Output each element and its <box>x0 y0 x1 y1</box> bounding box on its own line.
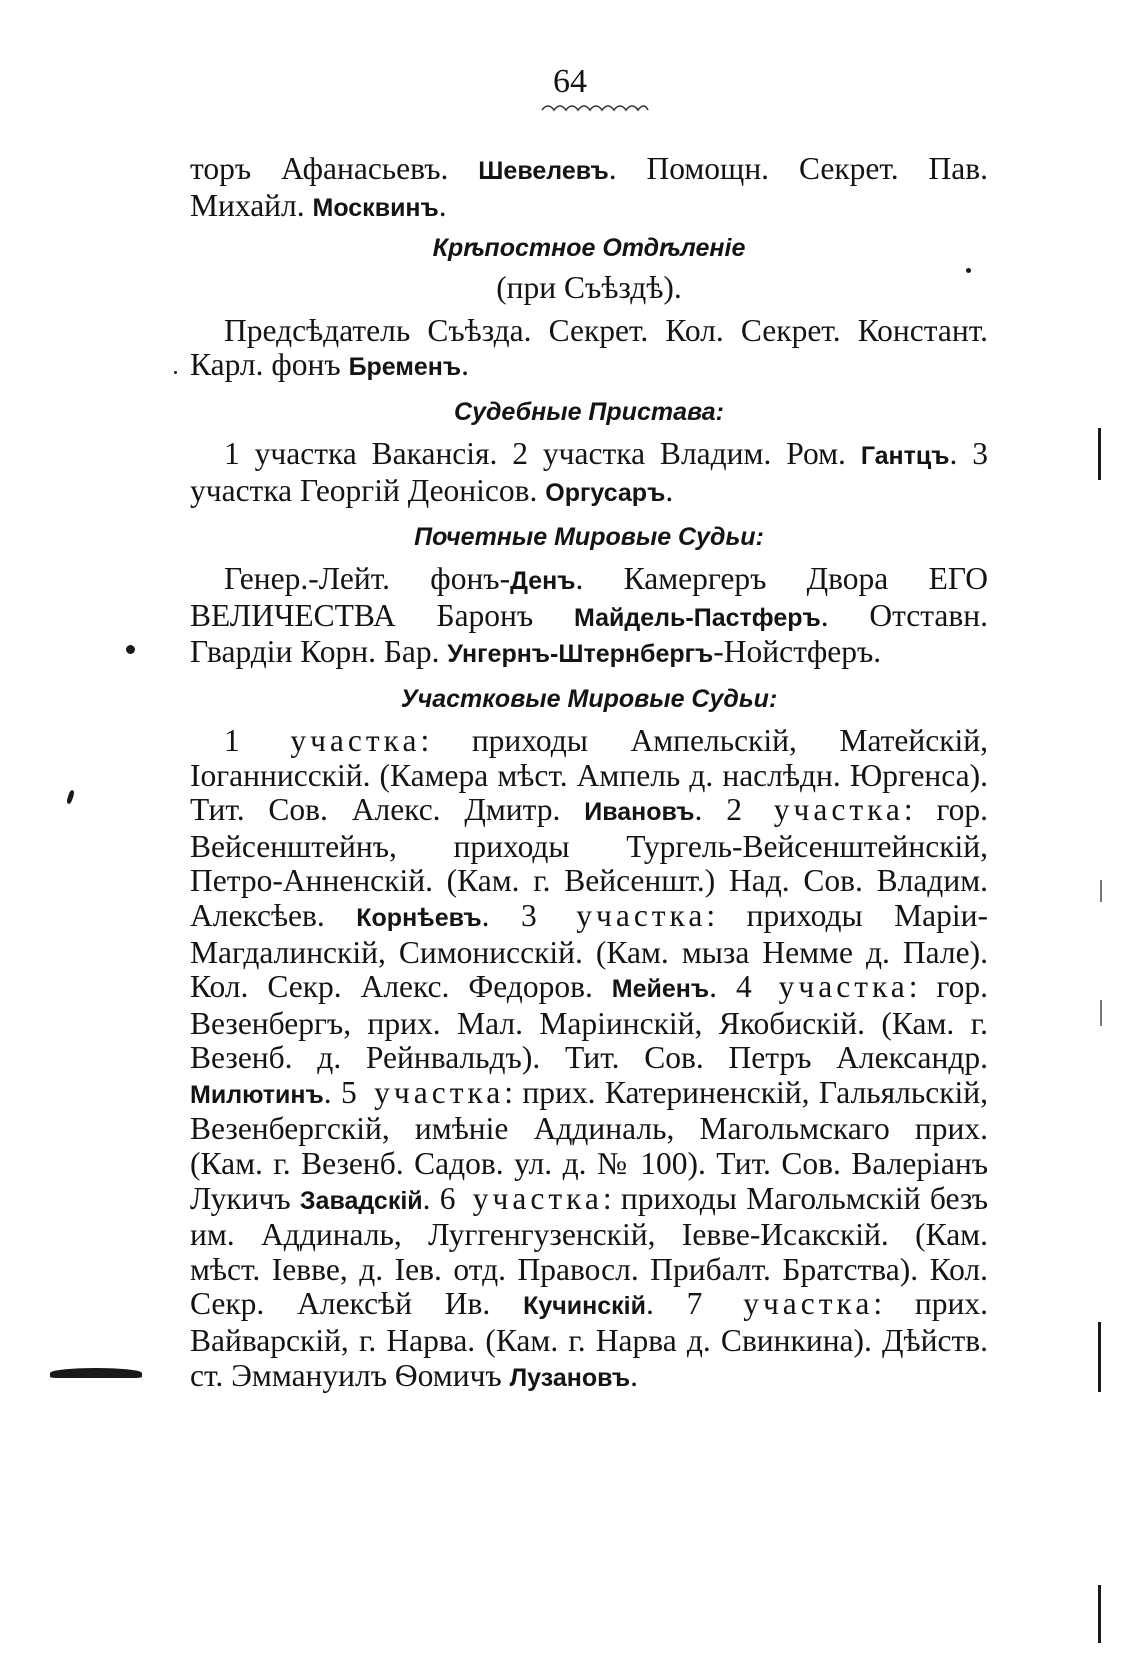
ornament-divider <box>540 100 650 114</box>
fortress-paragraph <box>190 314 988 385</box>
text-run: 1 участка Вакансія. 2 участка Владим. Ром. <box>224 435 861 471</box>
scan-dot <box>966 268 971 273</box>
person-surname: Майдель-Пастферъ <box>574 603 821 632</box>
district-judges-paragraph <box>190 724 988 1395</box>
text-run: : приходы Ампельскій, Матейскій, Іоганнисскій. (Камера мѣст. Ампель д. наслѣдн. Юргенса). Тит. Сов. Алекс. Дмитр. <box>190 722 988 828</box>
text-run: : гор. Вейсенштейнъ, приходы Тургель-Вейсенштейнскій, Петро-Анненскій. (Кам. г. Вейсеншт.) Над. Сов. Владим. Алексѣев. <box>190 792 989 933</box>
district-label: 2 участка <box>726 792 904 828</box>
district-label: 4 участка <box>735 969 909 1005</box>
scan-edge-line <box>1098 1585 1101 1643</box>
intro-paragraph <box>190 152 988 225</box>
person-surname: Завадскій <box>299 1186 423 1215</box>
district-label: 6 участка <box>439 1180 603 1216</box>
text-run: . <box>694 792 727 828</box>
person-surname: Москвинъ <box>312 193 439 222</box>
text-run: . 3 участка Георгій Деонісов. <box>190 435 989 508</box>
person-surname: Милютинъ <box>190 1080 324 1109</box>
honorary-judges-paragraph <box>190 562 988 672</box>
text-run: : прих. Катериненскій, Гальяльскій, Везенбергскій, имѣніе Аддиналь, Магольмскаго прих. (Кам. г. Везенб. Садов. ул. д. № 100). Тит. Сов. Валеріанъ Лукичъ <box>190 1074 988 1216</box>
text-run: . <box>709 969 736 1005</box>
text-run: . <box>481 897 521 933</box>
person-surname: Оргусаръ <box>545 478 666 507</box>
text-run: -Нойстферъ. <box>713 634 882 670</box>
section-heading-honorary-judges: Почетные Мировые Судьи: <box>414 523 764 552</box>
text-run: Генер.-Лейт. фонъ- <box>224 561 511 597</box>
text-run: . <box>646 1286 687 1322</box>
scan-dot <box>66 790 75 805</box>
person-surname: Гантцъ <box>860 441 950 470</box>
text-run: . Отставн. Гвардіи Корн. Бар. <box>190 597 989 670</box>
district-label: 7 участка <box>686 1286 874 1322</box>
text-column <box>190 152 988 1395</box>
scan-smudge <box>50 1368 142 1378</box>
person-surname: Денъ <box>510 567 576 596</box>
person-surname: Ивановъ <box>584 798 695 827</box>
district-label: 3 участка <box>521 897 707 933</box>
page-number: 64 <box>553 63 587 100</box>
bailiffs-paragraph <box>190 437 988 510</box>
person-surname: Мейенъ <box>611 975 710 1004</box>
person-surname: Унгернъ-Штернбергъ <box>447 640 714 669</box>
person-surname: Бременъ <box>348 353 462 382</box>
section-heading-fortress: Крѣпостное Отдѣленіе <box>432 234 746 263</box>
text-run: . <box>630 1357 638 1393</box>
text-run: . Камергеръ Двора ЕГО ВЕЛИЧЕСТВА Баронъ <box>190 561 988 633</box>
person-surname: Корнѣевъ <box>356 903 482 932</box>
text-run: : приходы Магольмскій безъ им. Аддиналь, Луггенгузенскій, Іевве-Исакскій. (Кам. мѣст. Іевве, д. Іев. отд. Правосл. Прибалт. Братства). Кол. Секр. Алексѣй Ив. <box>190 1180 989 1322</box>
scan-edge-line <box>1100 880 1102 902</box>
district-label: 5 участка <box>341 1074 505 1110</box>
text-run: . <box>323 1074 342 1110</box>
scan-edge-line <box>1098 1322 1101 1392</box>
text-run: . Помощн. Секрет. Пав. Михайл. <box>190 151 988 223</box>
text-run: : прих. Вайварскій, г. Нарва. (Кам. г. Нарва д. Свинкина). Дѣйств. ст. Эммануилъ Ѳомичъ <box>190 1286 988 1393</box>
text-run: . <box>438 187 447 223</box>
district-label: 1 участка <box>224 722 421 758</box>
section-subheading-fortress: (при Съѣздѣ). <box>496 270 682 306</box>
scan-edge-line <box>1100 1000 1102 1026</box>
person-surname: Шевелевъ <box>478 157 609 185</box>
section-heading-bailiffs: Судебные Пристава: <box>454 397 724 426</box>
text-run: . <box>665 472 674 508</box>
scan-dot <box>126 645 135 654</box>
text-run: торъ Афанасьевъ. <box>190 151 479 186</box>
text-run: . <box>461 347 469 383</box>
text-run: : приходы Маріи-Магдалинскій, Симонисскій. (Кам. мыза Немме д. Пале). Кол. Секр. Алекс. Федоров. <box>190 897 988 1005</box>
scan-dot <box>174 371 177 374</box>
person-surname: Лузановъ <box>509 1363 631 1392</box>
scan-edge-line <box>1098 428 1101 480</box>
person-surname: Кучинскій <box>523 1292 646 1321</box>
section-heading-district-judges: Участковые Мировые Судьи: <box>400 684 778 713</box>
text-run: : гор. Везенбергъ, прих. Мал. Маріинскій, Якобискій. (Кам. г. Везенб. д. Рейнвальдъ). Тит. Сов. Петръ Александр. <box>190 969 988 1076</box>
text-run: Предсѣдатель Съѣзда. Секрет. Кол. Секрет. Констант. Карл. фонъ <box>190 312 988 383</box>
text-run: . <box>422 1180 440 1216</box>
